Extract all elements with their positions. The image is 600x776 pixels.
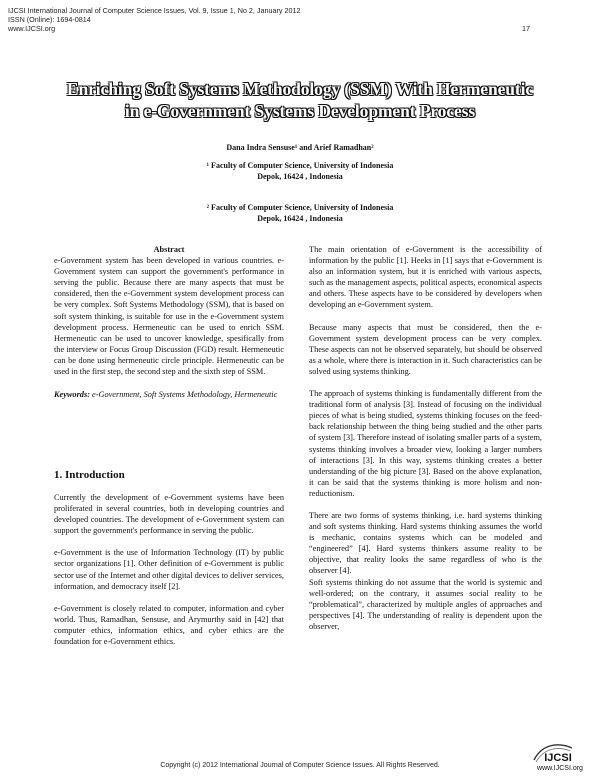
website-line: www.IJCSI.org (8, 24, 56, 33)
section-heading-introduction: 1. Introduction (54, 469, 125, 481)
right-paragraph-1: The main orientation of e-Government is the accessibility of information by the public [1]. Heeks in [1] says that e-Government is also an information system, but it is enriched with various aspects, such as the management aspects, political aspects, economical aspects and others. These aspects have to be considered by developers when developing an e-Government system. (309, 245, 542, 310)
affiliation-1-line-2: Depok, 16424 , Indonesia (257, 172, 343, 181)
logo-text: IJCSI (544, 752, 572, 764)
right-paragraph-2: Because many aspects that must be considered, then the e-Government system development process can be very complex. These aspects can not be observed separately, but should be observed as a whole, where there is interaction in it. Such characteristics can be solved using systems thinking. (309, 322, 542, 376)
intro-paragraph-2: e-Government is the use of Information Technology (IT) by public sector organizations [1]. Other definition of e-Government is public sector use of the Internet and other digital devices to deliver services, information, and democracy itself [2]. (54, 548, 284, 591)
issn-line: ISSN (Online): 1694-0814 (8, 15, 91, 24)
affiliation-2-line-1: ² Faculty of Computer Science, University of Indonesia (206, 203, 394, 212)
affiliation-2-line-2: Depok, 16424 , Indonesia (257, 214, 343, 223)
running-header (8, 6, 300, 33)
introduction-section (54, 492, 284, 647)
affiliation-1 (0, 160, 600, 182)
logo-url: www.IJCSI.org (537, 765, 583, 772)
title-line-2: in e-Government Systems Development Process (124, 101, 476, 121)
copyright-footer: Copyright (c) 2012 International Journal of Computer Science Issues. All Rights Reserved. (160, 762, 440, 769)
paper-title (0, 78, 600, 122)
keywords-label: Keywords: (54, 390, 90, 400)
affiliation-2 (0, 202, 600, 224)
keywords (54, 389, 284, 400)
right-column (309, 244, 542, 632)
author-names: Dana Indra Sensuse¹ and Arief Ramadhan² (226, 143, 374, 152)
abstract-section (54, 244, 284, 400)
title-line-1: Enriching Soft Systems Methodology (SSM) With Hermeneutic (66, 79, 534, 99)
intro-paragraph-3: e-Government is closely related to computer, information and cyber world. Thus, Ramadhan, Sensuse, and Arymurthy said in [42] that computer ethics, information ethics, and cyber ethics are the foundation for e-Government ethics. (54, 603, 284, 647)
right-paragraph-5: Soft systems thinking do not assume that the world is systemic and well-ordered; on the contrary, it assumes social reality to be “problematical”, characterized by multiple angles of approaches and perspectives [4]. The understanding of reality is dependent upon the observer, (309, 577, 542, 631)
abstract-text: e-Government system has been developed in various countries. e-Government system can support the government's performance in serving the public. Because there are many aspects that must be considered, then the e-Government system development process can be very complex. Soft Systems Methodology (SSM), that is based on soft system thinking, is suitable for use in the e-Government system development process. Hermeneutic can be used to enrich SSM. Hermeneutic can be used to uncover knowledge, spesifically from the interview or Focus Group Discussion (FGD) result. Hermeneutic can be done using hermeneutic circle principle. Hermeneutic can be used in the first step, the second step and the sixth step of SSM. (54, 256, 284, 377)
right-paragraph-4: There are two forms of systems thinking, i.e. hard systems thinking and soft systems thinking. Hard systems thinking assumes the world is mechanic, contains systems which can be modeled and “engineered” [4]. Hard systems thinkers assume reality to be objective, that reality looks the same regardless of who is the observer [4]. (309, 510, 542, 576)
page-number: 17 (522, 24, 530, 33)
intro-paragraph-1: Currently the development of e-Government systems have been proliferated in several countries, both in developing countries and developed countries. The development of e-Government system can support the government's performance in serving the public. (54, 493, 284, 536)
keywords-text: e-Government, Soft Systems Methodology, Hermeneutic (92, 390, 278, 400)
journal-line: IJCSI International Journal of Computer Science Issues, Vol. 9, Issue 1, No 2, January 2012 (8, 6, 301, 15)
abstract-heading: Abstract (153, 245, 185, 254)
right-paragraph-3: The approach of systems thinking is fundamentally different from the traditional form of analysis [3]. Instead of focusing on the individual pieces of what is being studied, systems thinking focuses on the feed-back relationship between the thing being studied and the other parts of system [3]. Therefore instead of isolating smaller parts of a system, systems thinking involves a broader view, looking a larger numbers of interactions [3]. In this way, systems thinking creates a better understanding of the big picture [3]. Based on the above explanation, it can be said that the systems thinking is more holism and non-reductionism. (309, 389, 542, 498)
affiliation-1-line-1: ¹ Faculty of Computer Science, University of Indonesia (206, 161, 394, 170)
